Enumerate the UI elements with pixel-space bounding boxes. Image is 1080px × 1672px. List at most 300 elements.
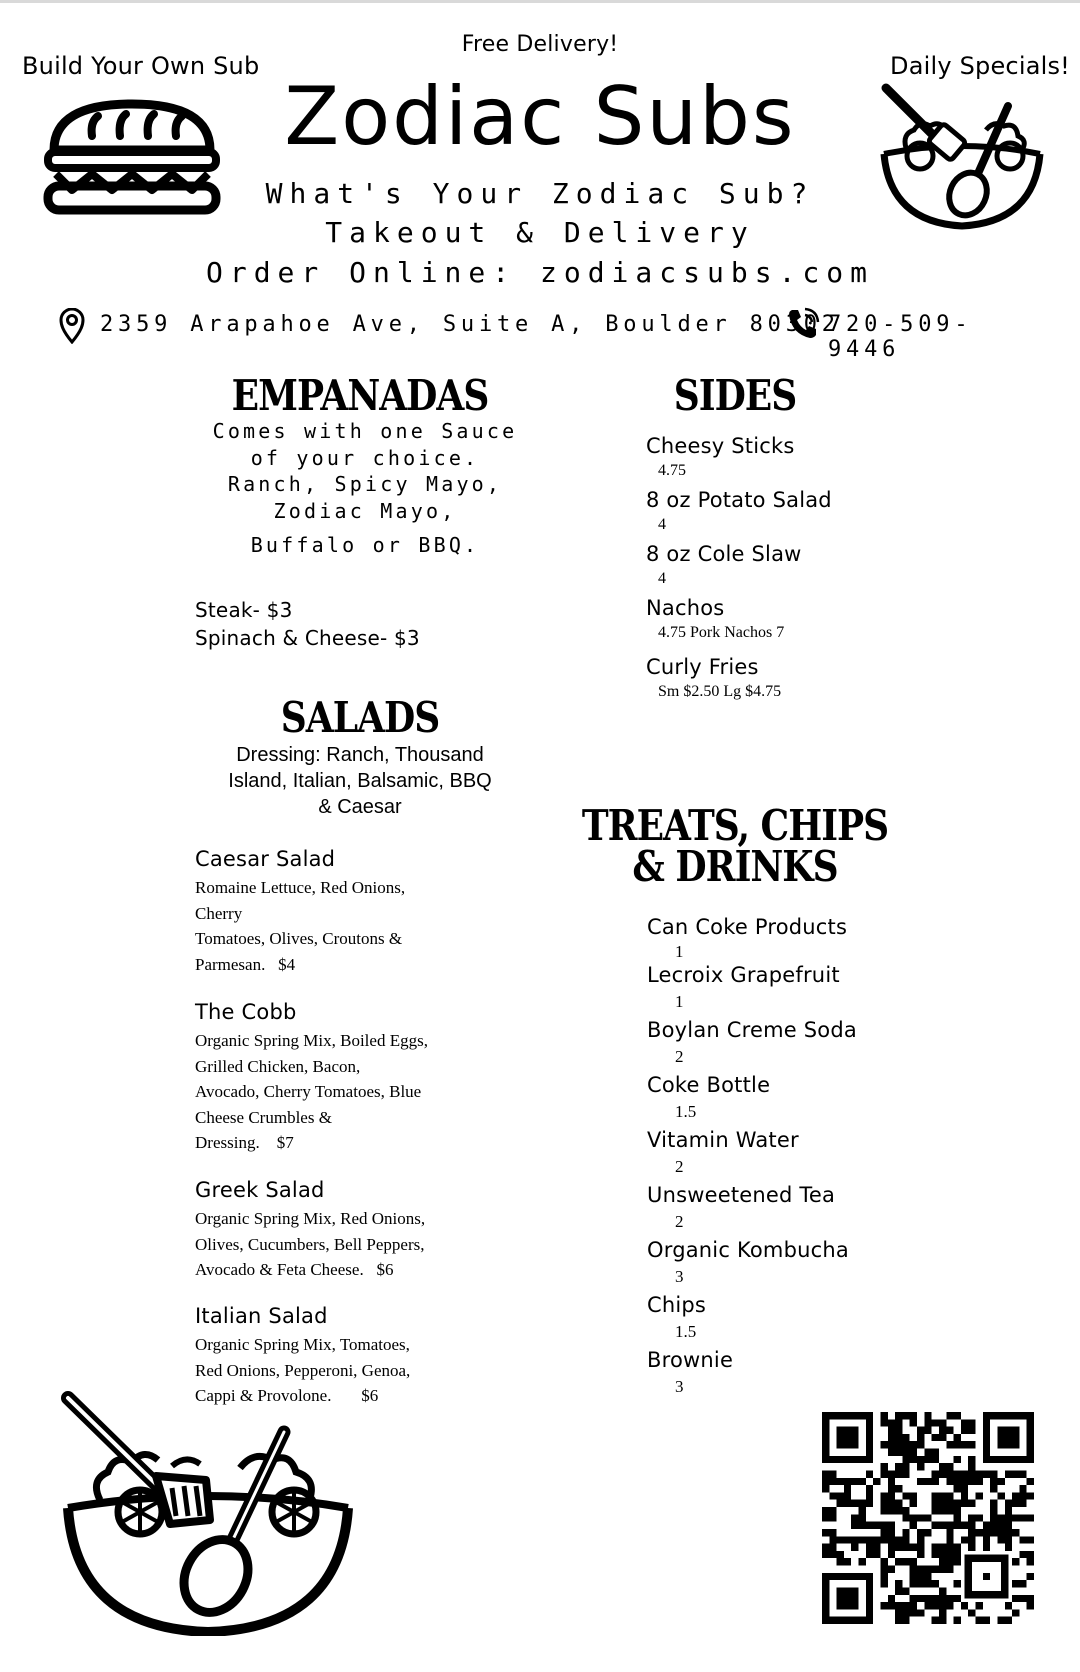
qr-module: [837, 1478, 844, 1485]
qr-module: [829, 1507, 836, 1514]
treat-price: 1: [675, 942, 684, 961]
qr-module: [939, 1492, 946, 1499]
qr-module: [902, 1587, 909, 1594]
qr-module: [895, 1587, 902, 1594]
qr-module: [968, 1427, 975, 1434]
qr-module: [888, 1551, 895, 1558]
qr-module: [837, 1551, 844, 1558]
qr-module: [917, 1514, 924, 1521]
qr-module: [910, 1456, 917, 1463]
tagline-takeout: Takeout & Delivery: [325, 216, 755, 249]
qr-module: [859, 1522, 866, 1529]
qr-module: [829, 1470, 836, 1477]
dressing-note: Dressing: Ranch, Thousand Island, Italian, Balsamic, BBQ & Caesar: [228, 744, 492, 818]
qr-module: [910, 1580, 917, 1587]
qr-module: [902, 1514, 909, 1521]
qr-module: [924, 1573, 931, 1580]
qr-module: [888, 1492, 895, 1499]
qr-module: [917, 1573, 924, 1580]
side-name: Nachos: [646, 596, 725, 620]
qr-module: [939, 1470, 946, 1477]
qr-module: [859, 1514, 866, 1521]
qr-module: [880, 1492, 887, 1499]
qr-module: [946, 1500, 953, 1507]
qr-module: [888, 1536, 895, 1543]
qr-module: [888, 1544, 895, 1551]
empanadas-sauce-note: Comes with one Sauce of your choice. Ranch, Spicy Mayo, Zodiac Mayo,: [212, 419, 518, 523]
qr-module: [1012, 1609, 1019, 1616]
treats-heading: TREATS, CHIPS & DRINKS: [581, 801, 889, 892]
qr-module: [1027, 1514, 1034, 1521]
qr-module: [1005, 1522, 1012, 1529]
qr-module: [895, 1544, 902, 1551]
qr-module: [880, 1602, 887, 1609]
treat-name: Organic Kombucha: [647, 1238, 849, 1262]
treat-name: Vitamin Water: [647, 1128, 799, 1152]
qr-module: [902, 1449, 909, 1456]
empanada-item-spinach: Spinach & Cheese- $3: [195, 626, 420, 650]
qr-module: [990, 1478, 997, 1485]
qr-module: [968, 1463, 975, 1470]
salad-description: Romaine Lettuce, Red Onions, Cherry Tomatoes, Olives, Croutons & Parmesan. $4: [195, 878, 406, 974]
qr-module: [866, 1544, 873, 1551]
qr-module: [932, 1449, 939, 1456]
qr-module: [946, 1595, 953, 1602]
qr-module: [851, 1536, 858, 1543]
qr-module: [844, 1492, 851, 1499]
qr-module: [1027, 1602, 1034, 1609]
qr-module: [1019, 1514, 1026, 1521]
qr-module: [837, 1492, 844, 1499]
qr-module: [844, 1485, 851, 1492]
qr-module: [910, 1544, 917, 1551]
qr-module: [910, 1566, 917, 1573]
qr-module: [895, 1485, 902, 1492]
qr-module: [873, 1536, 880, 1543]
qr-module: [895, 1419, 902, 1426]
qr-module: [1012, 1500, 1019, 1507]
treat-name: Lecroix Grapefruit: [647, 963, 840, 987]
qr-module: [873, 1551, 880, 1558]
qr-module: [910, 1500, 917, 1507]
qr-module: [910, 1419, 917, 1426]
qr-module: [895, 1536, 902, 1543]
qr-module: [1012, 1492, 1019, 1499]
qr-module: [902, 1609, 909, 1616]
qr-module: [829, 1551, 836, 1558]
qr-module: [1005, 1617, 1012, 1624]
treat-name: Chips: [647, 1293, 707, 1317]
qr-module: [990, 1470, 997, 1477]
qr-module: [976, 1602, 983, 1609]
qr-module: [844, 1500, 851, 1507]
qr-module: [902, 1558, 909, 1565]
qr-module: [1027, 1573, 1034, 1580]
qr-module: [939, 1566, 946, 1573]
qr-module: [946, 1551, 953, 1558]
qr-module: [888, 1522, 895, 1529]
qr-module: [924, 1478, 931, 1485]
qr-module: [895, 1609, 902, 1616]
qr-module: [910, 1514, 917, 1521]
qr-module: [946, 1463, 953, 1470]
qr-module: [968, 1522, 975, 1529]
salad-name: Italian Salad: [195, 1304, 328, 1328]
qr-module: [917, 1427, 924, 1434]
qr-module: [880, 1536, 887, 1543]
qr-module: [880, 1500, 887, 1507]
qr-module: [1012, 1558, 1019, 1565]
side-price: 4.75 Pork Nachos 7: [658, 624, 785, 641]
qr-module: [997, 1529, 1004, 1536]
qr-module: [961, 1470, 968, 1477]
qr-module: [837, 1558, 844, 1565]
qr-module: [837, 1500, 844, 1507]
treat-name: Brownie: [647, 1348, 734, 1372]
qr-module: [924, 1602, 931, 1609]
qr-module: [954, 1558, 961, 1565]
qr-module: [895, 1558, 902, 1565]
qr-module: [866, 1536, 873, 1543]
qr-module: [932, 1492, 939, 1499]
phone-number: 720-509-9446: [828, 312, 973, 362]
qr-module: [954, 1617, 961, 1624]
qr-module: [990, 1500, 997, 1507]
qr-module: [990, 1485, 997, 1492]
empanadas-sauce-note-last: Buffalo or BBQ.: [250, 533, 480, 557]
qr-module: [859, 1507, 866, 1514]
qr-module: [902, 1412, 909, 1419]
qr-module: [873, 1544, 880, 1551]
qr-module: [990, 1514, 997, 1521]
qr-module: [932, 1478, 939, 1485]
qr-module: [917, 1609, 924, 1616]
qr-module: [1027, 1551, 1034, 1558]
qr-module: [954, 1544, 961, 1551]
qr-module: [829, 1492, 836, 1499]
treat-price: 3: [675, 1377, 684, 1396]
qr-module: [946, 1412, 953, 1419]
qr-module: [990, 1522, 997, 1529]
qr-module: [932, 1522, 939, 1529]
qr-module: [1005, 1529, 1012, 1536]
side-price: 4: [658, 516, 666, 533]
qr-module: [829, 1514, 836, 1521]
salad-name: Caesar Salad: [195, 847, 336, 871]
qr-module: [939, 1609, 946, 1616]
qr-module: [932, 1595, 939, 1602]
qr-module: [1012, 1470, 1019, 1477]
qr-module: [946, 1544, 953, 1551]
qr-module: [1027, 1492, 1034, 1499]
qr-module: [946, 1427, 953, 1434]
qr-module: [961, 1441, 968, 1448]
qr-module: [895, 1507, 902, 1514]
treat-name: Unsweetened Tea: [647, 1183, 836, 1207]
qr-module: [939, 1595, 946, 1602]
qr-module: [902, 1617, 909, 1624]
qr-module: [961, 1602, 968, 1609]
salads-heading: SALADS: [280, 693, 440, 743]
qr-module: [990, 1507, 997, 1514]
qr-module: [997, 1492, 1004, 1499]
qr-module: [910, 1595, 917, 1602]
qr-module: [976, 1470, 983, 1477]
brand-title: Zodiac Subs: [284, 70, 796, 163]
qr-module: [976, 1492, 983, 1499]
qr-module: [939, 1500, 946, 1507]
side-name: Curly Fries: [646, 655, 759, 679]
qr-module: [859, 1500, 866, 1507]
qr-module: [983, 1536, 990, 1543]
qr-module: [888, 1434, 895, 1441]
treat-price: 2: [675, 1212, 684, 1231]
qr-module: [924, 1580, 931, 1587]
qr-module: [1027, 1536, 1034, 1543]
qr-module: [1019, 1551, 1026, 1558]
qr-module: [961, 1427, 968, 1434]
qr-module: [844, 1478, 851, 1485]
qr-code[interactable]: [822, 1412, 1034, 1624]
qr-module: [902, 1470, 909, 1477]
qr-module: [895, 1602, 902, 1609]
qr-module: [1012, 1529, 1019, 1536]
qr-module: [888, 1602, 895, 1609]
qr-module: [924, 1449, 931, 1456]
qr-module: [880, 1580, 887, 1587]
qr-module: [976, 1478, 983, 1485]
empanadas-heading: EMPANADAS: [231, 371, 489, 421]
qr-module: [1019, 1485, 1026, 1492]
qr-module: [910, 1558, 917, 1565]
qr-module: [888, 1566, 895, 1573]
qr-module: [880, 1573, 887, 1580]
qr-module: [954, 1470, 961, 1477]
qr-module: [873, 1522, 880, 1529]
qr-module: [954, 1507, 961, 1514]
qr-module: [939, 1558, 946, 1565]
qr-module: [866, 1492, 873, 1499]
qr-module: [851, 1500, 858, 1507]
qr-module: [968, 1419, 975, 1426]
qr-module: [961, 1419, 968, 1426]
salad-bowl-icon: [60, 1388, 356, 1636]
qr-module: [902, 1434, 909, 1441]
qr-module: [880, 1566, 887, 1573]
qr-module: [924, 1595, 931, 1602]
qr-module: [866, 1500, 873, 1507]
qr-module: [822, 1485, 829, 1492]
qr-module: [946, 1558, 953, 1565]
qr-module: [822, 1507, 829, 1514]
qr-module: [917, 1463, 924, 1470]
qr-module: [822, 1551, 829, 1558]
qr-module: [946, 1536, 953, 1543]
qr-module: [924, 1514, 931, 1521]
qr-module: [1012, 1595, 1019, 1602]
qr-module: [917, 1544, 924, 1551]
salad-bowl-icon: [876, 82, 1048, 230]
qr-module: [888, 1470, 895, 1477]
qr-module: [961, 1492, 968, 1499]
qr-module: [1012, 1580, 1019, 1587]
qr-module: [880, 1522, 887, 1529]
qr-module: [954, 1456, 961, 1463]
qr-module: [932, 1434, 939, 1441]
qr-module: [932, 1500, 939, 1507]
qr-module: [859, 1558, 866, 1565]
qr-module: [961, 1536, 968, 1543]
qr-module: [997, 1536, 1004, 1543]
side-name: Cheesy Sticks: [646, 434, 795, 458]
qr-module: [946, 1507, 953, 1514]
qr-module: [880, 1463, 887, 1470]
tagline-zodiac: What's Your Zodiac Sub?: [265, 177, 815, 210]
qr-module: [968, 1470, 975, 1477]
treat-name: Coke Bottle: [647, 1073, 771, 1097]
treat-price: 3: [675, 1267, 684, 1286]
qr-module: [880, 1419, 887, 1426]
qr-module: [1005, 1514, 1012, 1521]
qr-module: [822, 1478, 829, 1485]
qr-module: [946, 1522, 953, 1529]
qr-module: [880, 1441, 887, 1448]
qr-module: [939, 1587, 946, 1594]
qr-module: [866, 1485, 873, 1492]
qr-module: [917, 1478, 924, 1485]
qr-module: [910, 1449, 917, 1456]
qr-module: [1005, 1470, 1012, 1477]
salad-name: Greek Salad: [195, 1178, 325, 1202]
qr-module: [932, 1419, 939, 1426]
qr-module: [851, 1522, 858, 1529]
qr-module: [917, 1536, 924, 1543]
qr-module: [844, 1558, 851, 1565]
qr-module: [954, 1522, 961, 1529]
qr-module: [888, 1419, 895, 1426]
qr-module: [1005, 1602, 1012, 1609]
qr-module: [822, 1514, 829, 1521]
qr-module: [888, 1595, 895, 1602]
daily-specials-label: Daily Specials!: [890, 52, 1070, 80]
qr-module: [968, 1529, 975, 1536]
qr-module: [910, 1492, 917, 1499]
qr-module: [902, 1529, 909, 1536]
sides-heading: SIDES: [673, 371, 797, 421]
qr-module: [983, 1522, 990, 1529]
qr-module: [880, 1529, 887, 1536]
qr-module: [888, 1441, 895, 1448]
qr-module: [968, 1500, 975, 1507]
qr-module: [1019, 1595, 1026, 1602]
qr-module: [895, 1412, 902, 1419]
top-rule: [0, 0, 1080, 3]
qr-module: [888, 1485, 895, 1492]
qr-module: [954, 1412, 961, 1419]
qr-module: [917, 1580, 924, 1587]
qr-module: [954, 1478, 961, 1485]
qr-module: [1019, 1492, 1026, 1499]
qr-module: [866, 1470, 873, 1477]
qr-module: [888, 1507, 895, 1514]
qr-module: [939, 1419, 946, 1426]
qr-module: [976, 1529, 983, 1536]
qr-module: [961, 1485, 968, 1492]
qr-module: [954, 1580, 961, 1587]
qr-module: [1019, 1536, 1026, 1543]
qr-module: [902, 1441, 909, 1448]
qr-module: [910, 1609, 917, 1616]
address-text: 2359 Arapahoe Ave, Suite A, Boulder 80302: [100, 312, 840, 337]
salad-description: Organic Spring Mix, Red Onions, Olives, Cucumbers, Bell Peppers, Avocado & Feta Cheese. $6: [195, 1209, 426, 1280]
qr-module: [1027, 1558, 1034, 1565]
qr-module: [910, 1602, 917, 1609]
treat-price: 2: [675, 1157, 684, 1176]
qr-module: [924, 1412, 931, 1419]
qr-module: [910, 1441, 917, 1448]
qr-module: [968, 1514, 975, 1521]
treat-price: 1.5: [675, 1102, 697, 1121]
treat-price: 2: [675, 1047, 684, 1066]
qr-module: [932, 1470, 939, 1477]
qr-module: [1005, 1507, 1012, 1514]
qr-module: [902, 1456, 909, 1463]
qr-module: [822, 1470, 829, 1477]
qr-module: [895, 1441, 902, 1448]
qr-module: [946, 1529, 953, 1536]
qr-module: [859, 1478, 866, 1485]
qr-module: [1027, 1595, 1034, 1602]
qr-module: [1019, 1500, 1026, 1507]
qr-module: [917, 1434, 924, 1441]
qr-module: [976, 1514, 983, 1521]
qr-module: [932, 1544, 939, 1551]
qr-module: [997, 1617, 1004, 1624]
qr-module: [880, 1412, 887, 1419]
qr-module: [888, 1529, 895, 1536]
side-price: Sm $2.50 Lg $4.75: [658, 683, 782, 700]
qr-module: [939, 1617, 946, 1624]
qr-module: [895, 1427, 902, 1434]
qr-module: [924, 1427, 931, 1434]
qr-module: [946, 1470, 953, 1477]
qr-module: [932, 1507, 939, 1514]
qr-module: [1027, 1478, 1034, 1485]
qr-module: [946, 1602, 953, 1609]
qr-module: [954, 1434, 961, 1441]
qr-module: [968, 1456, 975, 1463]
treat-name: Can Coke Products: [647, 915, 848, 939]
qr-module: [990, 1529, 997, 1536]
qr-module: [844, 1536, 851, 1543]
qr-module: [939, 1551, 946, 1558]
qr-module: [902, 1507, 909, 1514]
empanada-item-steak: Steak- $3: [195, 598, 293, 622]
qr-module: [859, 1536, 866, 1543]
qr-module: [895, 1580, 902, 1587]
treat-price: 1.5: [675, 1322, 697, 1341]
qr-module: [917, 1441, 924, 1448]
qr-module: [976, 1617, 983, 1624]
qr-module: [932, 1602, 939, 1609]
qr-module: [1012, 1514, 1019, 1521]
qr-module: [932, 1456, 939, 1463]
qr-module: [968, 1441, 975, 1448]
qr-module: [880, 1558, 887, 1565]
qr-module: [910, 1573, 917, 1580]
qr-module: [946, 1566, 953, 1573]
qr-module: [961, 1478, 968, 1485]
